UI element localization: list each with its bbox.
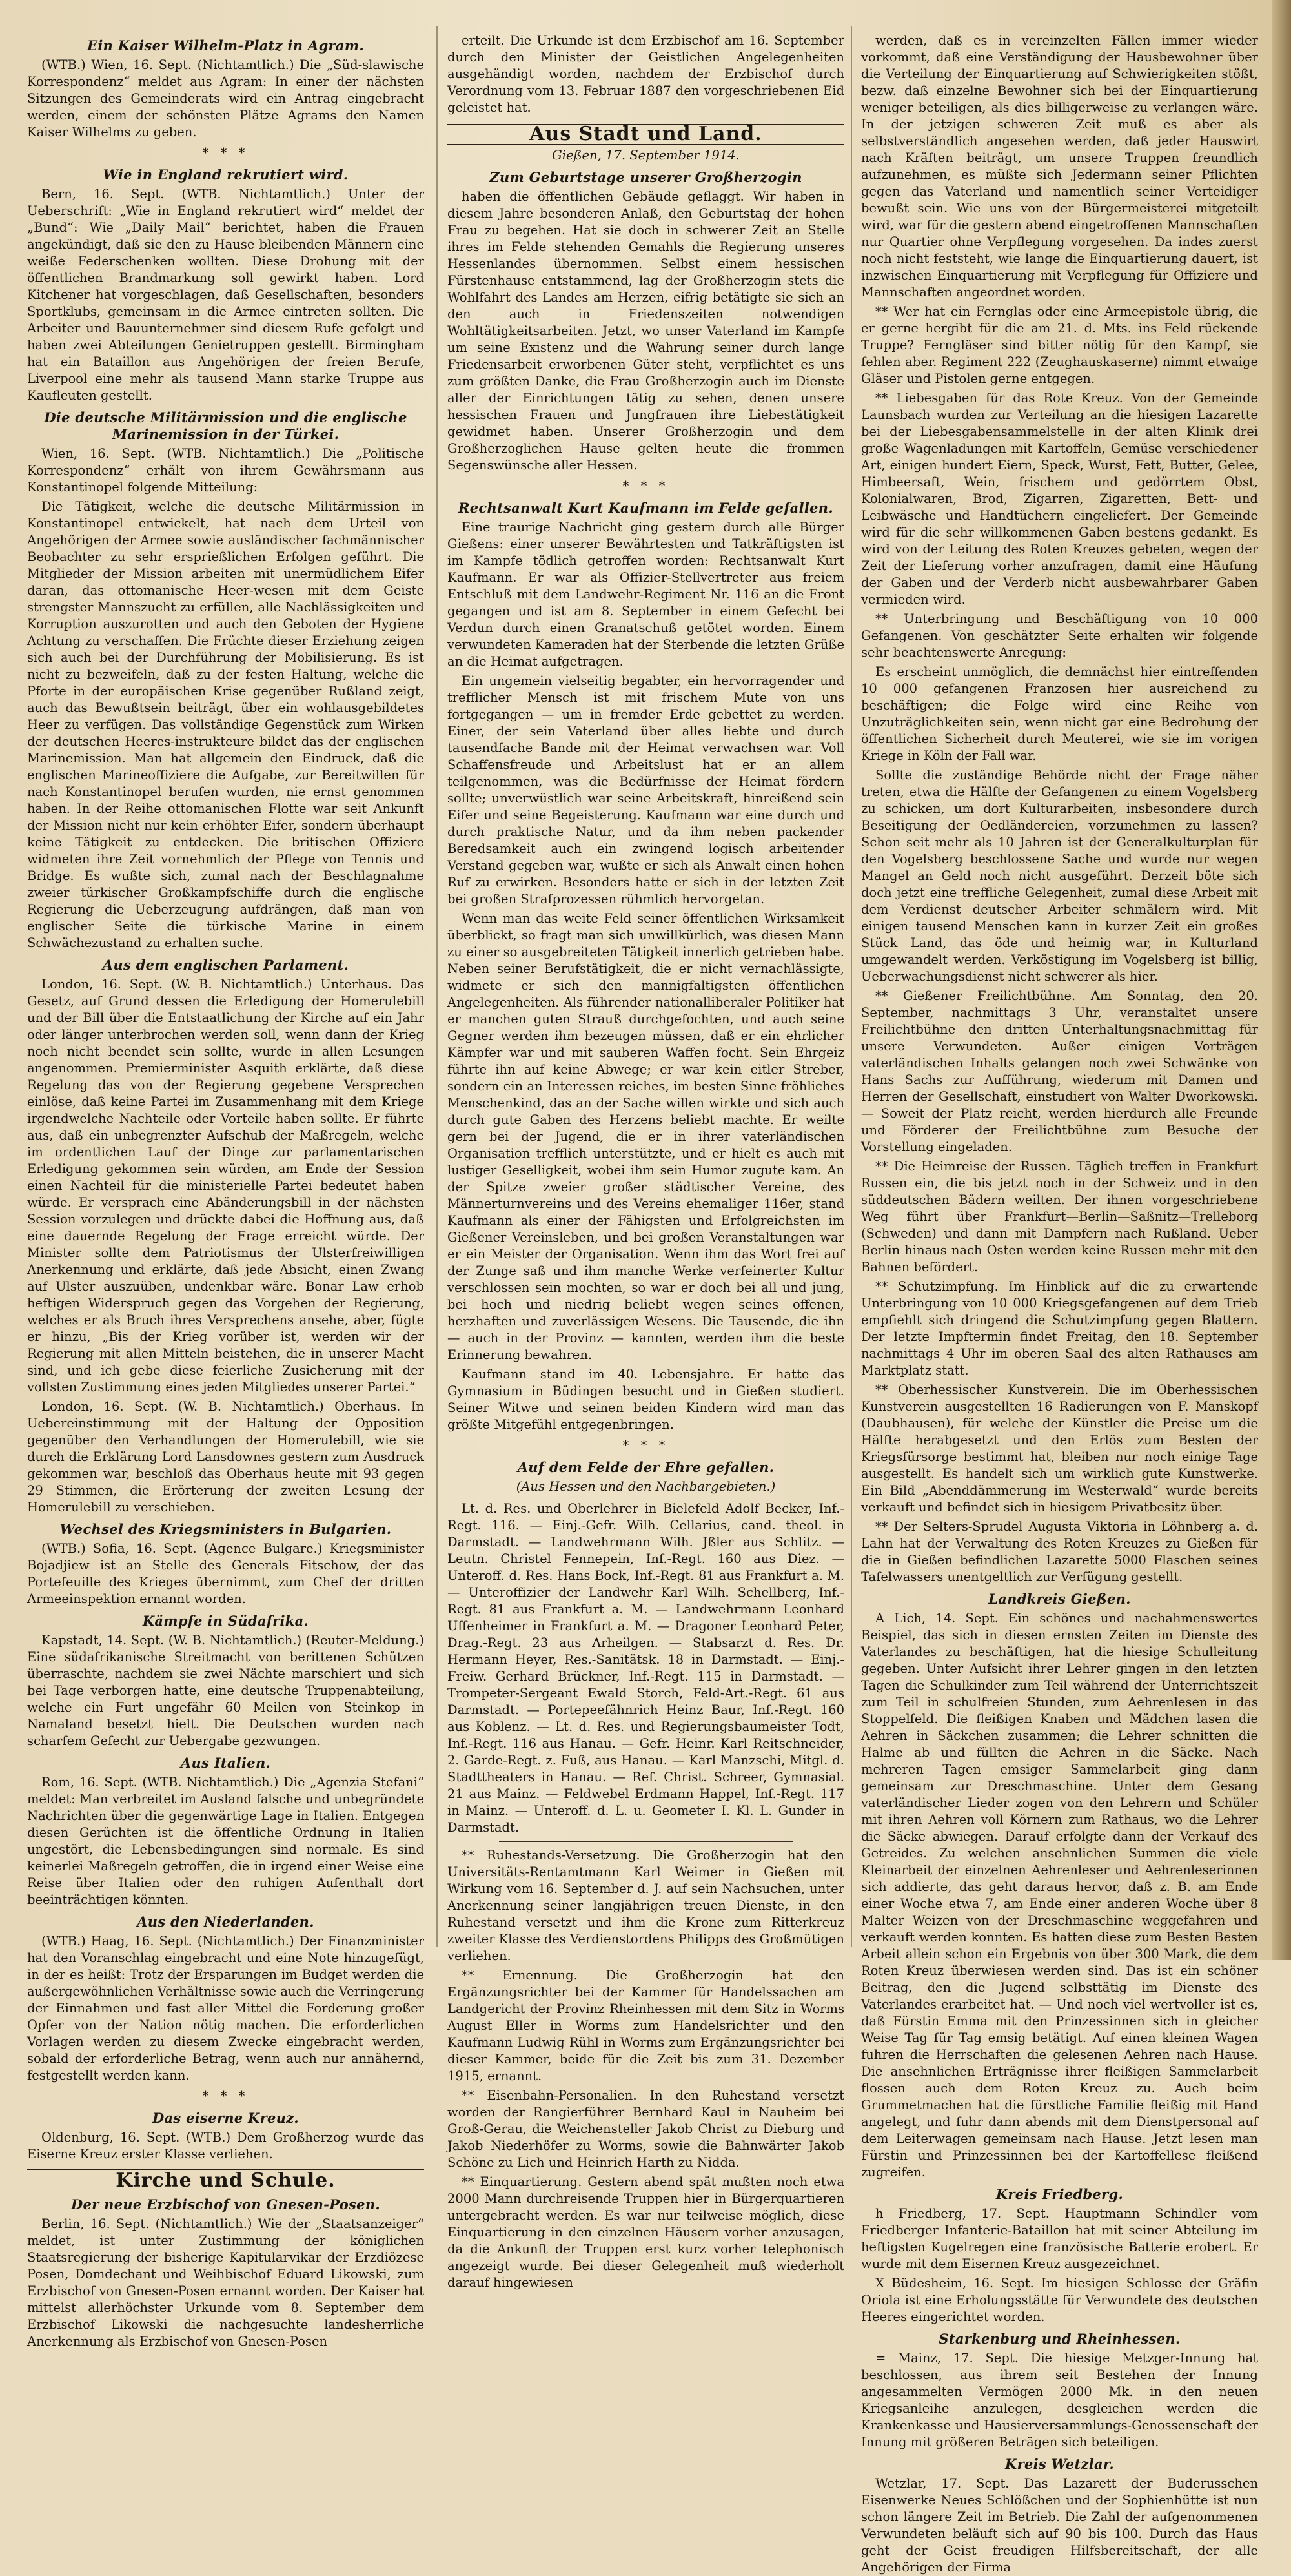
article-text: (WTB.) Wien, 16. Sept. (Nichtamtlich.) Die „Süd-slawische Korrespondenz“ meldet aus Agram: In einer der nächsten Sitzungen des Gemeinderats wird ein Antrag eingebracht werden, einem der schönsten Plätze Agrams den Namen Kaiser Wilhelms zu geben. bbox=[27, 57, 424, 139]
headline: Wechsel des Kriegsministers in Bulgarien. bbox=[59, 1521, 392, 1537]
column-2 bbox=[447, 32, 844, 2290]
column-rule bbox=[436, 26, 438, 1947]
article-text: haben die öffentlichen Gebäude geflaggt. Wir haben in diesem Jahre besonderen Anlaß, den Geburtstag der hohen Frau zu begehen. Hat sie doch in schwerer Zeit an Stelle ihres im Felde stehenden Gemahls die Regierung unseres Hessenlandes übernommen. Selbst einem hessischen Fürstenhause entstammend, lag der Großherzogin stets die Wohlfahrt des Landes am Herzen, eifrig betätigte sie sich an den auch in Friedenszeiten notwendigen Wohltätigkeitsarbeiten. Jetzt, wo unser Vaterland im Kampfe um seine Existenz und die Wahrung seiner durch lange Friedensarbeit erworbenen Güter steht, verpflichtet es uns zum größten Danke, die Frau Großherzogin auch im Dienste aller der Einrichtungen tätig zu sehen, denen unsere hessischen Frauen und Jungfrauen ihre Liebestätigkeit gewidmet haben. Unserer Großherzogin und dem Großherzoglichen Hause gelten heute die frommen Segenswünsche aller Hessen. bbox=[447, 189, 844, 473]
headline: Kreis Wetzlar. bbox=[1005, 2456, 1114, 2472]
article-text: ** Wer hat ein Fernglas oder eine Armeepistole übrig, die er gerne hergibt für die am 21. d. Mts. ins Feld rückende Truppe? Ferngläser sind bitter nötig für den Kampf, sie fehlen aber. Regiment 222 (Zeughauskaserne) nimmt etwaige Gläser und Pistolen gerne entgegen. bbox=[861, 304, 1258, 386]
article-text: ** Liebesgaben für das Rote Kreuz. Von der Gemeinde Launsbach wurden zur Verteilung an die hiesigen Lazarette bei der Liebesgabensammelstelle in der alten Klinik drei große Wagenladungen mit Kartoffeln, Gemüse verschiedener Art, einigen hundert Eiern, Speck, Wurst, Fett, Butter, Gelee, Himbeersaft, Wein, frischem und gedörrtem Obst, Kolonialwaren, Brod, Zigarren, Zigaretten, Bett- und Leibwäsche und Handtüchern eingeliefert. Der Gemeinde wird für die sehr willkommenen Gaben bestens gedankt. Es wird von der Leitung des Roten Kreuzes gebeten, wegen der Zeit der Lieferung vorher anzufragen, damit eine Häufung der Gaben und der Verderb nicht ausbewahrbarer Gaben vermieden wird. bbox=[861, 391, 1258, 607]
article-text: A Lich, 14. Sept. Ein schönes und nachahmenswertes Beispiel, das sich in diesen ernsten Zeiten im Dienste des Vaterlandes zu beschäftigen, hat die hiesige Schulleitung gegeben. Unter Aufsicht ihrer Lehrer gingen in den letzten Tagen die Schulkinder zum Teil während der Unterrichtszeit zum Teil in schulfreien Stunden, zum Aehrenlesen in das Stoppelfeld. Die fleißigen Knaben und Mädchen lasen die Aehren in Säckchen zusammen; die Lehrer schnitten die Halme ab und füllten die Aehren in die Säcke. Nach mehreren Tagen emsiger Sammelarbeit ging dann gemeinsam zur Dreschmaschine. Unter dem Gesang vaterländischer Lieder zogen von den Lehrern und Schüler mit ihren Aehren voll Körnern zum Rathaus, wo die Lehrer die Säcke abwiegen. Darauf erfolgte dann der Verkauf des Getreides. Zu welchen ansehnlichen Summen die viele Kleinarbeit der einzelnen Aehrenleser und Aehrenleserinnen sich addierte, das geht daraus hervor, daß z. B. am Ende einer Woche etwa 7, am Ende einer anderen Woche über 8 Malter Weizen von der Dreschmaschine weggefahren und verkauft werden konnten. Es hatten diese zum Besten Besten Arbeit allein schon ein Ergebnis von über 300 Mark, die dem Roten Kreuz überwiesen werden sind. Das ist ein schöner Beitrag, den die Jugend selbsttätig im Dienste des Vaterlandes erarbeitet hat. — Und noch viel wertvoller ist es, daß Fürstin Emma mit den Prinzessinnen sich in gleicher Weise Tag für Tag emsig betätigt. Auf einen kleinen Wagen fuhren die Herrschaften die gelesenen Aehren nach Hause. Die ansehnlichen Erträgnisse ihrer fleißigen Sammelarbeit flossen auch dem Roten Kreuz zu. Auch beim Grummetmachen hat die fürstliche Familie fleißig mit Hand angelegt, und fuhr dann abends mit dem Dienstpersonal auf dem Leiterwagen gemeinsam nach Hause. Jetzt lesen man Fürstin und Prinzessinnen bei der Kartoffellese fleißend zugreifen. bbox=[861, 1611, 1258, 2180]
headline: Der neue Erzbischof von Gnesen-Posen. bbox=[70, 2196, 381, 2213]
article-text: ** Oberhessischer Kunstverein. Die im Oberhessischen Kunstverein ausgestellten 16 Radierungen von F. Manskopf (Daubhausen), für welche der Künstler die Preise um die Hälfte herabgesetzt und den Erlös zum Besten der Kriegsfürsorge bestimmt hat, bleiben nur noch einige Tage ausgestellt. Es handelt sich um wirklich gute Kunstwerke. Ein Bild „Abenddämmerung im Westerwald“ wurde bereits verkauft und befindet sich in hiesigem Privatbesitz über. bbox=[861, 1382, 1258, 1515]
column-rule bbox=[851, 26, 852, 1947]
article-text: ** Einquartierung. Gestern abend spät mußten noch etwa 2000 Mann durchreisende Truppen hier in Bürgerquartieren untergebracht werden. Es war nur teilweise möglich, diese Einquartierung in den einzelnen Häusern vorher anzusagen, da die Ankunft der Truppen erst kurz vorher telephonisch angezeigt wurde. Bei dieser Gelegenheit muß wiederholt darauf hingewiesen bbox=[447, 2174, 844, 2290]
headline: Landkreis Gießen. bbox=[988, 1591, 1131, 1607]
headline: Aus dem englischen Parlament. bbox=[102, 957, 349, 973]
headline: Auf dem Felde der Ehre gefallen. bbox=[517, 1459, 775, 1475]
headline: Starkenburg und Rheinhessen. bbox=[939, 2331, 1181, 2347]
headline: Aus den Niederlanden. bbox=[137, 1914, 314, 1930]
separator: * * * bbox=[202, 145, 249, 160]
article-text: Berlin, 16. Sept. (Nichtamtlich.) Wie der „Staatsanzeiger“ meldet, ist unter Zustimmung der königlichen Staatsregierung der bisherige Kapitularvikar der Erzdiözese Posen, Domdechant und Weihbischof Eduard Likowski, zum Erzbischof von Gnesen-Posen ernannt worden. Der Kaiser hat mittelst allerhöchster Urkunde vom 8. September dem Erzbischof Likowski die nachgesuchte landesherrliche Anerkennung als Erzbischof von Gnesen-Posen bbox=[27, 2216, 424, 2349]
headline: Die deutsche Militärmission und die englische Marinemission in der Türkei. bbox=[44, 409, 407, 442]
divider bbox=[499, 1841, 793, 1842]
article-text: ** Eisenbahn-Personalien. In den Ruhestand versetzt worden der Rangierführer Bernhard Kaul in Nauheim bei Groß-Gerau, die Weichensteller Jakob Christ zu Dieburg und Jakob Niederhöfer zu Worms, sowie die Bahnwärter Jakob Schöne zu Lich und Heinrich Harth zu Nidda. bbox=[447, 2088, 844, 2170]
article-text: Wenn man das weite Feld seiner öffentlichen Wirksamkeit überblickt, so fragt man sich unwillkürlich, was diesen Mann zu einer so ausgebreiteten Tätigkeit innerlich getrieben habe. Neben seiner Berufstätigkeit, die er nicht vernachlässigte, widmete er sich den mannigfaltigsten öffentlichen Angelegenheiten. Als führender nationalliberaler Politiker hat er manchen guten Strauß durchgefochten, und auch seine Gegner werden ihm bezeugen müssen, daß er ein ehrlicher Kämpfer war und mit sauberen Waffen focht. Sein Ehrgeiz führte ihn auf keine Abwege; er war kein eitler Streber, sondern ein an Interessen reiches, im besten Sinne fröhliches Menschenkind, das an der Sache willen wirkte und sich auch durch gute Gaben des Herzens beliebt machte. Er weilte gern bei der Jugend, die er in ihrer vaterländischen Organisation trefflich unterstützte, und er hielt es auch mit lustiger Geselligkeit, wobei ihm sein Humor zugute kam. An der Spitze zweier großer städtischer Vereine, des Männerturnvereins und des Vereins ehemaliger 116er, stand Kaufmann als einer der Fähigsten und Erfolgreichsten im Gießener Vereinsleben, und bei großen Veranstaltungen war er ein Meister der Organisation. Wenn ihm das Wort frei auf der Zunge saß und ihm manche Werke verfeinerter Kultur verschlossen sein mochten, so war er doch bei all und jung, bei hoch und niedrig beliebt wegen seines offenen, herzhaften und zuverlässigen Wesens. Die Tausende, die ihn — auch in der Provinz — kannten, werden ihm die beste Erinnerung bewahren. bbox=[447, 911, 844, 1362]
article-text: X Büdesheim, 16. Sept. Im hiesigen Schlosse der Gräfin Oriola ist eine Erholungsstätte für Verwundete des deutschen Heeres eingerichtet worden. bbox=[861, 2276, 1258, 2324]
page-edge bbox=[1272, 0, 1291, 1960]
article-text: (WTB.) Sofia, 16. Sept. (Agence Bulgare.) Kriegsminister Bojadjiew ist an Stelle des Generals Fitschow, der das Portefeuille des Krieges übernimmt, zum Chef der dritten Armeeinspektion ernannt worden. bbox=[27, 1541, 424, 1606]
article-text: Lt. d. Res. und Oberlehrer in Bielefeld Adolf Becker, Inf.-Regt. 116. — Einj.-Gefr. Wilh. Cellarius, cand. theol. in Darmstadt. — Landwehrmann Wilh. Jßler aus Schlitz. — Leutn. Christel Fennepein, Inf.-Regt. 160 aus Diez. — Unteroff. d. Res. Hans Bock, Inf.-Regt. 81 aus Frankfurt a. M. — Unteroffizier der Landwehr Karl Wilh. Schellberg, Inf.-Regt. 81 aus Frankfurt a. M. — Landwehrmann Leonhard Uffenheimer in Frankfurt a. M. — Dragoner Leonhard Peter, Drag.-Regt. 23 aus Arheilgen. — Stabsarzt d. Res. Dr. Hermann Heyer, Res.-Sanitätsk. 18 in Darmstadt. — Einj.-Freiw. Gerhard Brückner, Inf.-Regt. 115 in Darmstadt. — Trompeter-Sergeant Ewald Storch, Feld-Art.-Regt. 61 aus Darmstadt. — Portepeefähnrich Heinz Baur, Inf.-Regt. 160 aus Koblenz. — Lt. d. Res. und Regierungsbaumeister Todt, Inf.-Regt. 116 aus Hanau. — Gefr. Heinr. Karl Reitschneider, 2. Garde-Regt. z. Fuß, aus Hanau. — Karl Manzschi, Mitgl. d. Stadttheaters in Hanau. — Ref. Christ. Schreer, Gymnasial. 21 aus Mainz. — Feldwebel Erdmann Happel, Inf.-Regt. 117 in Mainz. — Unteroff. d. L. u. Geometer I. Kl. L. Gunder in Darmstadt. bbox=[447, 1501, 844, 1835]
article-text: = Mainz, 17. Sept. Die hiesige Metzger-Innung hat beschlossen, aus ihrem seit Bestehen der Innung angesammelten Vermögen 2000 Mk. in den neuen Kriegsanleihe anzulegen, desgleichen werden die Krankenkasse und Hausierversammlungs-Genossenschaft der Innung mit größeren Beträgen sich beteiligen. bbox=[861, 2351, 1258, 2449]
article-text: ** Schutzimpfung. Im Hinblick auf die zu erwartende Unterbringung von 10 000 Kriegsgefangenen auf dem Trieb empfiehlt sich dringend die Schutzimpfung gegen Blattern. Der letzte Impftermin findet Freitag, den 18. September nachmittags 4 Uhr im oberen Saal des alten Rathauses am Marktplatz statt. bbox=[861, 1279, 1258, 1378]
article-text: Rom, 16. Sept. (WTB. Nichtamtlich.) Die „Agenzia Stefani“ meldet: Man verbreitet im Ausland falsche und unbegründete Nachrichten über die gegenwärtige Lage in Italien. Entgegen diesen Gerüchten ist die öffentliche Ordnung in Italien ungestört, die Lebensbedingungen sind normale. Es sind keinerlei Maßregeln getroffen, die in irgend einer Weise eine Reise über Italien oder den ruhigen Aufenthalt dort beeinträchtigen könnten. bbox=[27, 1775, 424, 1907]
headline: Rechtsanwalt Kurt Kaufmann im Felde gefallen. bbox=[458, 500, 833, 516]
article-text: Bern, 16. Sept. (WTB. Nichtamtlich.) Unter der Ueberschrift: „Wie in England rekrutiert wird“ meldet der „Bund“: Wie „Daily Mail“ berichtet, haben die Frauen angekündigt, daß sie den zu Hause bleibenden Männern eine weiße Federschenken wollten. Diese Drohung mit der öffentlichen Brandmarkung soll gewirkt haben. Lord Kitchener hat vorgeschlagen, daß Gesellschaften, besonders Sportklubs, gemeinsam in die Armee eintreten sollten. Die Arbeiter und Bauunternehmer sind diesem Rufe gefolgt und haben zwei Abteilungen Genietruppen gestellt. Birmingham hat ein Bataillon aus Angehörigen der freien Berufe, Liverpool eine mehr als tausend Mann starke Truppe aus Kaufleuten gestellt. bbox=[27, 187, 424, 403]
article-text: ** Gießener Freilichtbühne. Am Sonntag, den 20. September, nachmittags 3 Uhr, veranstaltet unsere Freilichtbühne den dritten Unterhaltungsnachmittag für unsere Verwundeten. Außer einigen Vorträgen vaterländischen Inhalts gelangen noch zwei Schwänke von Hans Sachs zur Aufführung, wiederum mit Damen und Herren der Gesellschaft, einstudiert von Walter Dworkowski. — Soweit der Platz reicht, werden hierdurch alle Freunde und Förderer der Freilichtbühne zum Besuche der Vorstellung eingeladen. bbox=[861, 988, 1258, 1154]
article-text: werden, daß es in vereinzelten Fällen immer wieder vorkommt, daß eine Verständigung der Hausbewohner über die Verteilung der Einquartierung auf Schwierigkeiten stößt, bezw. daß einzelne Bewohner sich bei der Einquartierung weniger beteiligen, als dies billigerweise zu verlangen wäre. In der jetzigen schweren Zeit muß es aber als selbstverständlich angesehen werden, daß jeder Hauswirt nach Kräften beiträgt, um unsere Truppen freundlich aufzunehmen, es müßte sich Jedermann seiner Pflichten gegen das Vaterland und namentlich seiner Verteidiger bewußt sein. Wie uns von der Bürgermeisterei mitgeteilt wird, war für die gestern abend eingetroffenen Mannschaften nur Quartier ohne Verpflegung vorgesehen. Da indes zuerst noch nicht feststeht, wie lange die Einquartierung dauert, ist inzwischen Einquartierung mit Verpflegung für Offiziere und Mannschaften angeordnet worden. bbox=[861, 33, 1258, 300]
article-text: Eine traurige Nachricht ging gestern durch alle Bürger Gießens: einer unserer Bewährtesten und Tatkräftigsten ist im Kampfe tödlich getroffen worden: Rechtsanwalt Kurt Kaufmann. Er war als Offizier-Stellvertreter aus freiem Entschluß mit dem Landwehr-Regiment Nr. 116 an die Front gegangen und ist am 8. September in einem Gefecht bei Verdun durch einen Granatschuß getötet worden. Einem verwundeten Kameraden hat der Sterbende die letzten Grüße an die Heimat aufgetragen. bbox=[447, 520, 844, 669]
headline: Zum Geburtstage unserer Großherzogin bbox=[489, 169, 802, 185]
article-text: Oldenburg, 16. Sept. (WTB.) Dem Großherzog wurde das Eiserne Kreuz erster Klasse verliehen. bbox=[27, 2130, 424, 2162]
headline: Ein Kaiser Wilhelm-Platz in Agram. bbox=[87, 37, 364, 54]
article-text: Kaufmann stand im 40. Lebensjahre. Er hatte das Gymnasium in Büdingen besucht und in Gießen studiert. Seiner Witwe und seinen beiden Kindern wird man das größte Mitgefühl entgegenbringen. bbox=[447, 1367, 844, 1432]
article-text: London, 16. Sept. (W. B. Nichtamtlich.) Unterhaus. Das Gesetz, auf Grund dessen die Erledigung der Homerulebill und der Bill über die Entstaatlichung der Kirche auf ein Jahr oder länger unterbrochen werden soll, wenn dann der Krieg noch nicht beendet sein sollte, wurde in allen Lesungen angenommen. Premierminister Asquith erklärte, daß diese Regelung das von der Regierung gegebene Versprechen einlöse, daß keine Partei im Zusammenhang mit dem Kriege irgendwelche Nachteile oder Vorteile haben sollte. Er führte aus, daß ein unbegrenzter Aufschub der Maßregeln, welche im ordentlichen Lauf der Dinge zur parlamentarischen Erledigung gekommen sein würden, am Ende der Session einen Nachteil für die ministerielle Partei bedeutet haben würde. Er versprach eine Abänderungsbill in der nächsten Session vorzulegen und drückte dabei die Hoffnung aus, daß eine dauernde Regelung der Frage erreicht würde. Der Minister sollte dem Patriotismus der Ulsterfreiwilligen Anerkennung und erklärte, daß jede Absicht, einen Zwang auf Ulster auszuüben, undenkbar wäre. Bonar Law erhob heftigen Widerspruch gegen das Vorgehen der Regierung, welches er als Bruch ihres Versprechens ansehe, aber, fügte er hinzu, „Bis der Krieg vorüber ist, werden wir der Regierung mit allen Mitteln beistehen, die in unserer Macht sind, und ich gebe diese feierliche Zusicherung mit der vollsten Zustimmung eines jeden Mitgliedes unserer Partei.“ bbox=[27, 977, 424, 1395]
section-title: Aus Stadt und Land. bbox=[447, 123, 844, 145]
article-text: London, 16. Sept. (W. B. Nichtamtlich.) Oberhaus. In Uebereinstimmung mit der Haltung der Opposition gegenüber den Verhandlungen der Homerulebill, wie sie durch die Erklärung Lord Lansdownes gestern zum Ausdruck gekommen war, beschloß das Oberhaus heute mit 93 gegen 29 Stimmen, die Erörterung der zweiten Lesung der Homerulebill zu verschieben. bbox=[27, 1399, 424, 1515]
article-text: Ein ungemein vielseitig begabter, ein hervorragender und trefflicher Mensch ist mit frischem Mute von uns fortgegangen — um in fremder Erde gebettet zu werden. Einer, der sein Vaterland über alles liebte und durch tausendfache Bande mit der Heimat verwachsen war. Voll Schaffensfreude und Arbeitslust hat er an allem teilgenommen, was die Bedürfnisse der Heimat fördern sollte; unverwüstlich war seine Arbeitskraft, hinreißend sein Eifer und seine Begeisterung. Kaufmann war eine durch und durch praktische Natur, und da ihm neben packender Beredsamkeit auch ein zwingend logisch arbeitender Verstand gegeben war, wußte er sich als Anwalt einen hohen Ruf zu erwirken. Besonders hatte er sich in der letzten Zeit bei großen Strafprozessen rühmlich hervorgetan. bbox=[447, 673, 844, 906]
article-text: Kapstadt, 14. Sept. (W. B. Nichtamtlich.) (Reuter-Meldung.) Eine südafrikanische Streitmacht von berittenen Schützen überraschte, nachdem sie zwei Nächte marschiert und sich bei Tage verborgen hatte, eine deutsche Truppenabteilung, welche ein Furt ungefähr 60 Meilen von Steinkop in Namaland besetzt hielt. Die Deutschen wurden nach scharfem Gefecht zur Uebergabe gezwungen. bbox=[27, 1633, 424, 1748]
article-text: Wetzlar, 17. Sept. Das Lazarett der Buderusschen Eisenwerke Neues Schlößchen und der Sophienhütte ist nun schon längere Zeit im Betrieb. Die Zahl der aufgenommenen Verwundeten beläuft sich auf 90 bis 100. Durch das Haus geht der Geist freudigen Hilfsbereitschaft, der alle Angehörigen der Firma bbox=[861, 2476, 1258, 2575]
article-text: Sollte die zuständige Behörde nicht der Frage näher treten, etwa die Hälfte der Gefangenen zu einem Vogelsberg zu schicken, um dort Kulturarbeiten, insbesondere durch Beseitigung der Oedländereien, vorzunehmen zu lassen? Schon seit mehr als 10 Jahren ist der Generalkulturplan für den Vogelsberg beschlossene Sache und wurde nur wegen Mangel an Geld noch nicht ausgeführt. Derzeit böte sich doch jetzt eine treffliche Gelegenheit, zumal diese Arbeit mit dem Verdienst deutscher Arbeiter schmälern wird. Mit einigen tausend Menschen kann in kurzer Zeit ein großes Stück Land, das öde und heimig war, in Kulturland umgewandelt werden. Verköstigung im Vogelsberg ist billig, Ueberwachungsdienst nicht schwerer als hier. bbox=[861, 768, 1258, 984]
column-1 bbox=[27, 32, 424, 2349]
article-text: ** Ernennung. Die Großherzogin hat den Ergänzungsrichter bei der Kammer für Handelssachen am Landgericht der Provinz Rheinhessen mit dem Sitz in Worms August Eller in Worms zum Handelsrichter und den Kaufmann Ludwig Rühl in Worms zum Ergänzungsrichter bei dieser Kammer, beide für die Zeit bis zum 31. Dezember 1915, ernannt. bbox=[447, 1968, 844, 2083]
headline: Kreis Friedberg. bbox=[995, 2186, 1124, 2202]
section-title: Kirche und Schule. bbox=[27, 2169, 424, 2191]
column-3 bbox=[861, 32, 1258, 2575]
article-text: ** Der Selters-Sprudel Augusta Viktoria in Löhnberg a. d. Lahn hat der Verwaltung des Roten Kreuzes zu Gießen für die in Gießen befindlichen Lazarette 5000 Flaschen seines Tafelwassers unentgeltlich zur Verfügung gestellt. bbox=[861, 1519, 1258, 1584]
article-text: Wien, 16. Sept. (WTB. Nichtamtlich.) Die „Politische Korrespondenz“ erhält von ihrem Gewährsmann aus Konstantinopel folgende Mitteilung: bbox=[27, 446, 424, 495]
separator: * * * bbox=[622, 1438, 669, 1453]
article-text: Es erscheint unmöglich, die demnächst hier eintreffenden 10 000 gefangenen Franzosen hier ausreichend zu beschäftigen; die Folge wird eine Reihe von Unzuträglichkeiten sein, wenn nicht gar eine Bedrohung der öffentlichen Sicherheit durch Meuterei, wie sie im vorigen Kriege in Köln der Fall war. bbox=[861, 664, 1258, 763]
separator: * * * bbox=[202, 2089, 249, 2103]
article-text: ** Unterbringung und Beschäftigung von 10 000 Gefangenen. Von geschätzter Seite erhalten wir folgende sehr beachtenswerte Anregung: bbox=[861, 611, 1258, 660]
article-text: (WTB.) Haag, 16. Sept. (Nichtamtlich.) Der Finanzminister hat den Voranschlag eingebracht und eine Note hinzugefügt, in der es heißt: Trotz der Ersparungen im Budget werden die außergewöhnlichen Verhältnisse sowie auch die Verringerung der Einnahmen und fast aller Mittel die Forderung großer Opfer von der Nation nötig machen. Die erforderlichen Vorlagen werden zu diesem Zwecke eingebracht werden, sobald der erforderliche Betrag, wenn auch nur annähernd, festgestellt werden kann. bbox=[27, 1934, 424, 2083]
article-text: erteilt. Die Urkunde ist dem Erzbischof am 16. September durch den Minister der Geistlichen Angelegenheiten ausgehändigt worden, nachdem der Erzbischof durch Verordnung vom 13. Februar 1887 den vorgeschriebenen Eid geleistet hat. bbox=[447, 33, 844, 115]
separator: * * * bbox=[622, 478, 669, 493]
article-text: h Friedberg, 17. Sept. Hauptmann Schindler vom Friedberger Infanterie-Bataillon hat mit seiner Abteilung im heftigsten Kugelregen eine französische Batterie erobert. Er wurde mit dem Eisernen Kreuz ausgezeichnet. bbox=[861, 2206, 1258, 2271]
headline: Wie in England rekrutiert wird. bbox=[103, 167, 349, 183]
article-text: ** Die Heimreise der Russen. Täglich treffen in Frankfurt Russen ein, die bis jetzt noch in der Schweiz und in den süddeutschen Bädern weilten. Der ihnen vorgeschriebene Weg führt über Frankfurt—Berlin—Saßnitz—Trelleborg (Schweden) und dann mit Dampfern nach Rußland. Ueber Berlin hinaus nach Osten werden keine Russen mehr mit den Bahnen befördert. bbox=[861, 1159, 1258, 1274]
headline: Kämpfe in Südafrika. bbox=[142, 1613, 309, 1629]
headline: Aus Italien. bbox=[180, 1755, 271, 1771]
subheadline: (Aus Hessen und den Nachbargebieten.) bbox=[516, 1479, 776, 1494]
headline: Das eiserne Kreuz. bbox=[152, 2110, 300, 2126]
article-text: Die Tätigkeit, welche die deutsche Militärmission in Konstantinopel entwickelt, hat nach dem Urteil von Angehörigen der Armee sowie ausländischer fachmännischer Beobachter zu sehr ersprießlichen Erfolgen geführt. Die Mitglieder der Mission arbeiten mit unermüdlichem Eifer daran, das ottomanische Heer-wesen mit dem Geiste strengster Mannszucht zu erfüllen, alle Nachlässigkeiten und Korruption auszurotten und auch den Geboten der Hygiene Achtung zu verschaffen. Die Früchte dieser Erziehung zeigen sich auch bei der Durchführung der Mobilisierung. Es ist nicht zu bezweifeln, daß zu der festen Haltung, welche die Pforte in der europäischen Krise gegenüber Rußland zeigt, auch das Bewußtsein beiträgt, über ein wohlausgebildetes Heer zu verfügen. Das vollständige Gegenstück zum Wirken der deutschen Heeres-instrukteure bildet das der englischen Marinemission. Man hat allgemein den Eindruck, daß die englischen Marineoffiziere die Aufgabe, zur Bereitwillen für nach Konstantinopel berufen wurden, nie ernst genommen haben. In der Reihe ottomanischen Flotte war seit Ankunft der Mission nicht nur kein erhöhter Eifer, sondern überhaupt keine Tätigkeit zu entdecken. Die britischen Offiziere widmeten ihre Zeit vornehmlich der Pflege von Tennis und Bridge. Es wußte sich, zumal nach der Beschlagnahme zweier türkischer Großkampfschiffe durch die englische Regierung die Ueberzeugung aufdrängen, daß man von englischer Seite die türkische Marine in einem Schwächezustand zu erhalten suche. bbox=[27, 499, 424, 950]
dateline: Gießen, 17. September 1914. bbox=[552, 148, 740, 163]
article-text: ** Ruhestands-Versetzung. Die Großherzogin hat den Universitäts-Rentamtmann Karl Weimer in Gießen mit Wirkung vom 16. September d. J. auf sein Nachsuchen, unter Anerkennung seiner langjährigen treuen Dienste, in den Ruhestand versetzt und ihm die Krone zum Ritterkreuz zweiter Klasse des Verdienstordens Philipps des Großmütigen verliehen. bbox=[447, 1848, 844, 1963]
